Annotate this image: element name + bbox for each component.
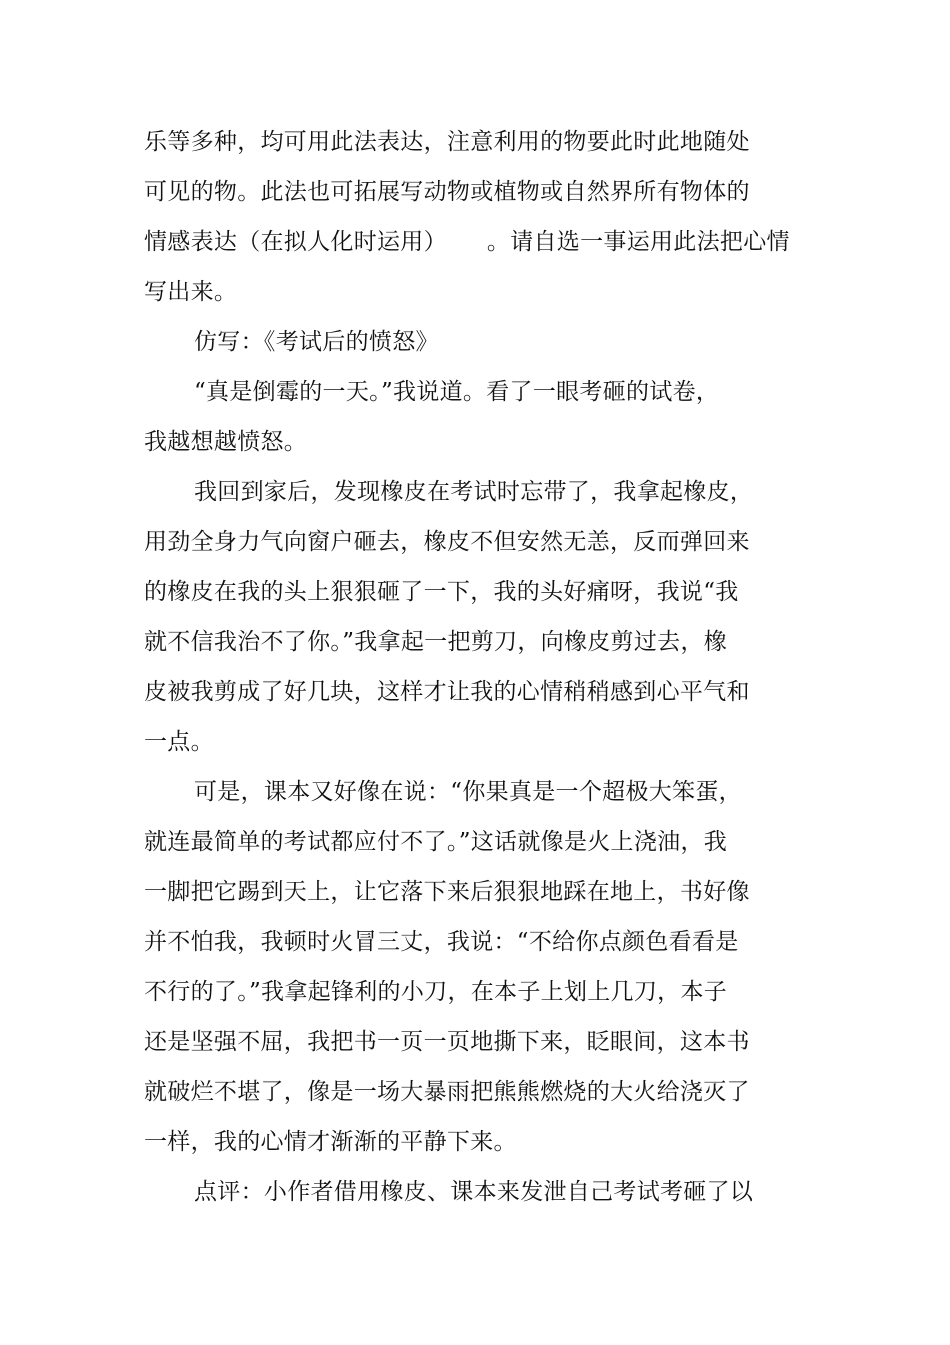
paragraph-start: 可是，课本又好像在说：“你果真是一个超极大笨蛋，	[194, 779, 742, 805]
text-line: 我越想越愤怒。	[144, 429, 308, 455]
text-line: 就破烂不堪了，像是一场大暴雨把熊熊燃烧的大火给浇灭了	[144, 1079, 750, 1105]
text-line: 的橡皮在我的头上狠狠砸了一下，我的头好痛呀，我说“我	[144, 579, 739, 605]
text-line: 还是坚强不屈，我把书一页一页地撕下来，眨眼间，这本书	[144, 1029, 750, 1055]
text-segment: 。请自选一事运用此法把心情	[486, 229, 790, 255]
text-line: 并不怕我，我顿时火冒三丈，我说：“不给你点颜色看看是	[144, 929, 739, 955]
text-line: 一样，我的心情才渐渐的平静下来。	[144, 1129, 517, 1155]
paragraph-start: 我回到家后，发现橡皮在考试时忘带了，我拿起橡皮，	[194, 479, 754, 505]
text-line: 一点。	[144, 729, 214, 755]
text-line: 乐等多种，均可用此法表达，注意利用的物要此时此地随处	[144, 129, 750, 155]
paragraph-start: 点评：小作者借用橡皮、课本来发泄自己考试考砸了以	[194, 1179, 754, 1205]
essay-title: 仿写：《考试后的愤怒》	[194, 329, 439, 355]
text-line: 皮被我剪成了好几块，这样才让我的心情稍稍感到心平气和	[144, 679, 750, 705]
text-line: 就不信我治不了你。”我拿起一把剪刀，向橡皮剪过去，橡	[144, 629, 728, 655]
text-line: 一脚把它踢到天上，让它落下来后狠狠地踩在地上，书好像	[144, 879, 750, 905]
text-line: 就连最简单的考试都应付不了。”这话就像是火上浇油，我	[144, 829, 728, 855]
text-line: 写出来。	[144, 279, 238, 305]
text-line: 可见的物。此法也可拓展写动物或植物或自然界所有物体的	[144, 179, 750, 205]
text-line: 不行的了。”我拿起锋利的小刀，在本子上划上几刀，本子	[144, 979, 728, 1005]
text-line	[144, 227, 790, 257]
text-segment: 情感表达（在拟人化时运用）	[144, 229, 447, 255]
paragraph-start: “真是倒霉的一天。”我说道。看了一眼考砸的试卷，	[194, 379, 720, 405]
text-line: 用劲全身力气向窗户砸去，橡皮不但安然无恙，反而弹回来	[144, 529, 750, 555]
